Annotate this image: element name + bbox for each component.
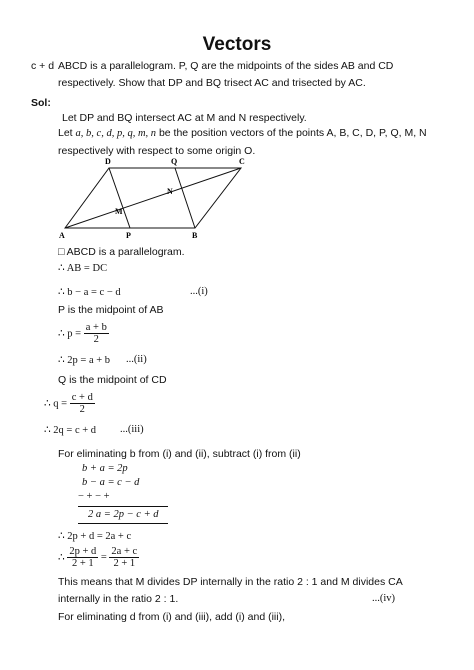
solution-label: Sol:: [31, 97, 51, 109]
segment-dp: [109, 168, 130, 228]
subtract-result: 2 a = 2p − c + d: [88, 509, 159, 520]
subtract-signs-row: − + − +: [78, 491, 110, 502]
intro-line-1: Let DP and BQ intersect AC at M and N respectively.: [62, 112, 307, 124]
segment-bq: [175, 168, 195, 228]
diagonal-ac: [65, 168, 241, 228]
p-lhs: ∴ p =: [58, 328, 82, 340]
ratio-right-denominator: 2 + 1: [113, 558, 136, 569]
label-m: M: [115, 207, 123, 216]
q-fraction: [70, 392, 95, 415]
question-line-2: respectively. Show that DP and BQ trisect AC and trisected by AC.: [58, 77, 366, 89]
eliminate-d-line: For eliminating d from (i) and (iii), add (i) and (iii),: [58, 611, 285, 623]
subtract-rule-top: [78, 506, 168, 507]
q-lhs: ∴ q =: [44, 398, 68, 410]
p-midpoint-line: P is the midpoint of AB: [58, 304, 164, 316]
parallelogram-figure: [55, 158, 245, 240]
q-midpoint-line: Q is the midpoint of CD: [58, 374, 167, 386]
tag-4: ...(iv): [372, 593, 396, 604]
label-b: B: [192, 231, 198, 240]
label-p: P: [126, 231, 131, 240]
tag-3: ...(iii): [120, 424, 144, 435]
ratio-right-numerator: 2a + c: [111, 546, 138, 557]
label-d: D: [105, 158, 111, 166]
ratio-therefore: ∴: [58, 552, 65, 564]
ratio-left-denominator: 2 + 1: [71, 558, 94, 569]
means-line-1: This means that M divides DP internally in the ratio 2 : 1 and M divides CA: [58, 576, 403, 588]
subtract-row-1: b + a = 2p: [82, 463, 128, 474]
question-line-1: ABCD is a parallelogram. P, Q are the midpoints of the sides AB and CD: [58, 60, 394, 72]
p-numerator: a + b: [85, 322, 107, 333]
intro-line-2: [58, 127, 427, 139]
ratio-equation: [58, 546, 139, 569]
subtract-row-2: b − a = c − d: [82, 477, 140, 488]
label-q: Q: [171, 158, 178, 166]
tag-2: ...(ii): [126, 354, 147, 365]
equation-3: ∴ 2q = c + d: [44, 425, 97, 436]
label-n: N: [167, 187, 173, 196]
question-number: c + d: [31, 60, 55, 72]
abcd-parallelogram-line: □ ABCD is a parallelogram.: [58, 246, 185, 258]
equation-sum: ∴ 2p + d = 2a + c: [58, 531, 132, 542]
page-title: Vectors: [202, 34, 272, 55]
ratio-left-numerator: 2p + d: [69, 546, 97, 557]
q-denominator: 2: [79, 404, 85, 415]
ratio-equals: =: [100, 552, 107, 563]
intro-position-text: be the position vectors of the points A, B, C, D, P, Q, M, N: [158, 127, 427, 139]
q-formula: [44, 392, 95, 415]
ratio-left-fraction: [67, 546, 98, 569]
q-numerator: c + d: [71, 392, 93, 403]
p-denominator: 2: [93, 334, 99, 345]
equation-1: ∴ b − a = c − d: [58, 287, 121, 298]
eliminate-b-line: For eliminating b from (i) and (ii), subtract (i) from (ii): [58, 448, 301, 460]
intro-let: Let: [58, 127, 73, 139]
intro-line-3: respectively with respect to some origin O.: [58, 145, 256, 157]
means-line-2: internally in the ratio 2 : 1.: [58, 593, 179, 605]
intro-vector-list: a, b, c, d, p, q, m, n: [75, 128, 157, 139]
label-c: C: [239, 158, 245, 166]
p-fraction: [84, 322, 109, 345]
subtract-rule-bottom: [78, 523, 168, 524]
p-formula: [58, 322, 109, 345]
equation-2: ∴ 2p = a + b: [58, 355, 111, 366]
ab-equals-dc: ∴ AB = DC: [58, 263, 108, 274]
tag-1: ...(i): [190, 286, 208, 297]
label-a: A: [59, 231, 65, 240]
ratio-right-fraction: [109, 546, 139, 569]
